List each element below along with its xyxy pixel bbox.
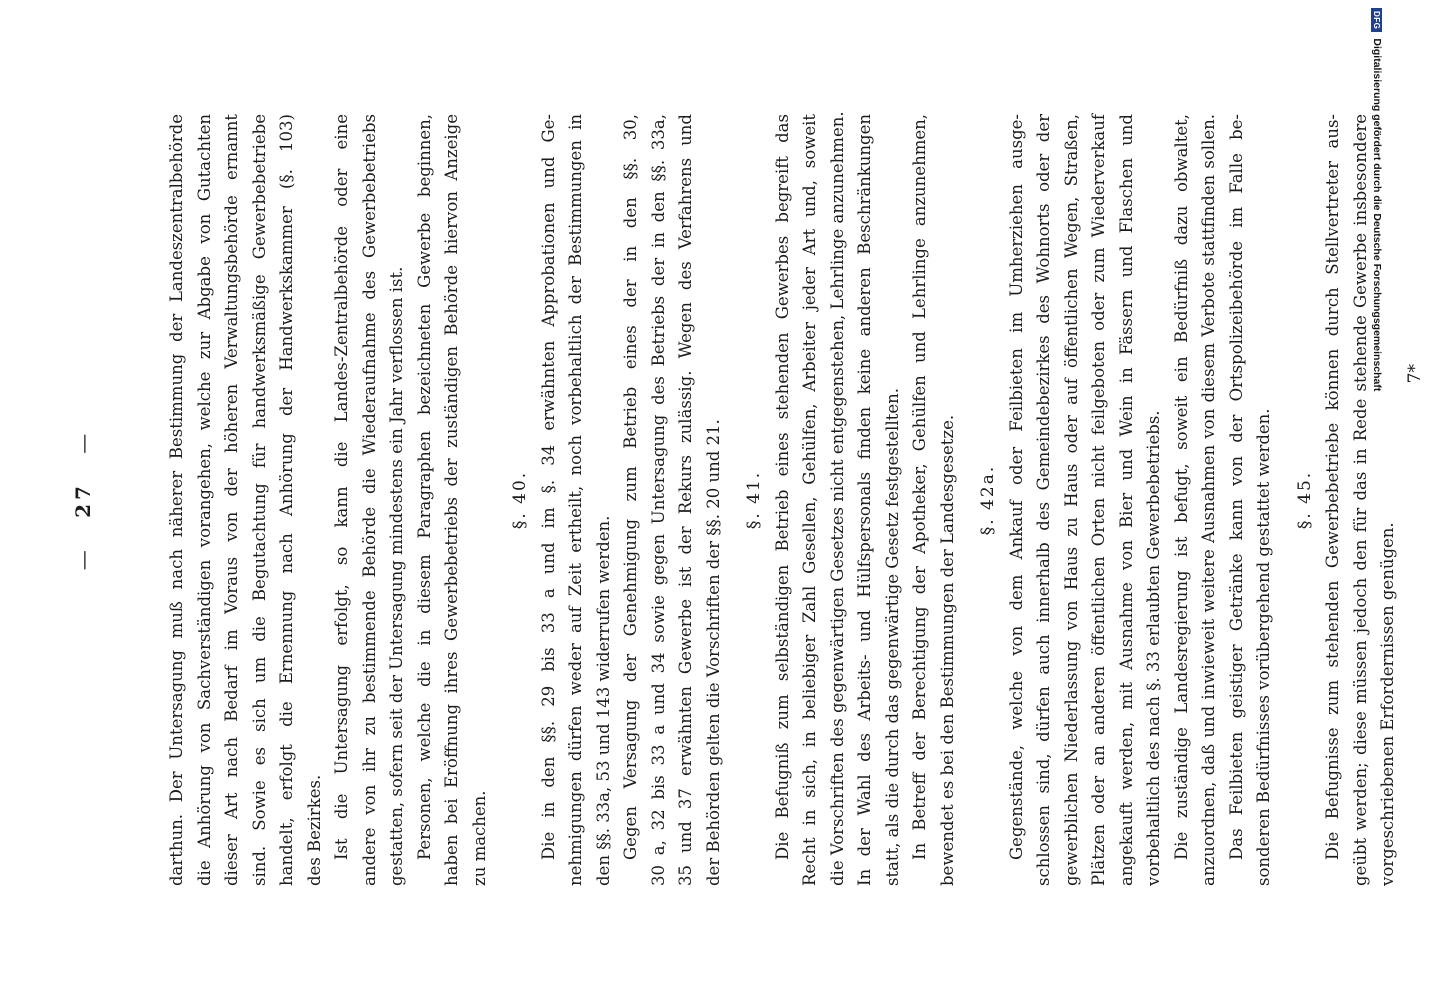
text-line: bewendet es bei den Bestimmungen der Landesgesetze. <box>937 414 957 886</box>
text-line: haben bei Eröffnung ihres Gewerbebetriebs der zuständigen Behörde hiervon Anzeige <box>442 114 461 886</box>
text-line: geübt werden; diese müssen jedoch den für das in Rede stehende Gewerbe insbesondere <box>1350 114 1370 886</box>
text-line: Gegenstände, welche von dem Ankauf oder Feilbieten im Umherziehen ausge- <box>1006 114 1026 860</box>
page-header <box>71 100 161 900</box>
text-line: zu machen. <box>469 790 489 886</box>
text-line: nehmigungen dürfen weder auf Zeit ertheilt, noch vorbehaltlich der Bestimmungen in <box>566 114 585 886</box>
text-line: Plätzen oder an anderen öffentlichen Orten nicht feilgeboten oder zum Wiederverkauf <box>1089 114 1108 886</box>
section-heading: §. 42a. <box>978 464 998 536</box>
section-gap <box>727 114 741 886</box>
text-line: die Vorschriften des gegenwärtigen Gesetzes nicht entgegenstehen, Lehrlinge anzunehmen. <box>827 111 847 886</box>
header-dash-right: — <box>71 429 95 454</box>
text-line: vorgeschriebenen Erfordernissen genügen. <box>1378 522 1397 886</box>
text-line: andere von ihr zu bestimmende Behörde die Wiederaufnahme des Gewerbebetriebs <box>359 114 379 886</box>
header-dash-left: — <box>71 546 95 571</box>
text-line: Das Feilbieten geistiger Getränke kann von der Ortspolizeibehörde im Falle be- <box>1226 114 1246 860</box>
section-gap <box>961 114 975 886</box>
text-line: darthun. Der Untersagung muß nach näherer Bestimmung der Landeszentralbehörde <box>167 114 186 886</box>
text-line: schlossen sind, dürfen auch innerhalb des Gemeindebezirkes des Wohnorts oder der <box>1034 114 1053 886</box>
section-heading: §. 41. <box>744 470 764 530</box>
text-line: Die Befugnisse zum stehenden Gewerbebetriebe können durch Stellvertreter aus- <box>1323 114 1342 860</box>
text-line: gestatten, sofern seit der Untersagung mindestens ein Jahr verflossen ist. <box>387 266 406 886</box>
text-line: Die Befugniß zum selbständigen Betrieb eines stehenden Gewerbes begreift das <box>772 114 792 860</box>
text-line: des Bezirkes. <box>304 774 324 886</box>
text-line: die Anhörung von Sachverständigen vorangehen, welche zur Abgabe von Gutachten <box>194 114 214 886</box>
text-line: Recht in sich, in beliebiger Zahl Gesellen, Gehülfen, Arbeiter jeder Art und, soweit <box>800 114 819 886</box>
section-heading: §. 40. <box>510 470 530 530</box>
attribution-text: Digitalisierung gefördert durch die Deutsche Forschungsgemeinschaft <box>1371 38 1383 392</box>
text-line: sonderen Bedürfnisses vorübergehend gestattet werden. <box>1254 408 1273 886</box>
text-line: Die in den §§. 29 bis 33 a und im §. 34 erwähnten Approbationen und Ge- <box>538 114 558 860</box>
text-line: angekauft werden, mit Ausnahme von Bier und Wein in Fässern und Flaschen und <box>1116 114 1136 886</box>
text-line: 30 a, 32 bis 33 a und 34 sowie gegen Untersagung des Betriebs der in den §§. 33a, <box>648 114 668 886</box>
section-gap <box>493 114 507 886</box>
text-line: Ist die Untersagung erfolgt, so kann die Landes-Zentralbehörde oder eine <box>332 114 351 860</box>
text-line: In der Wahl des Arbeits- und Hülfspersonals finden keine anderen Beschränkungen <box>855 114 874 886</box>
dfg-logo: DFG <box>1372 8 1383 32</box>
text-line: der Behörden gelten die Vorschriften der §§. 20 und 21. <box>703 419 723 886</box>
text-line: dieser Art nach Bedarf im Voraus von der höheren Verwaltungsbehörde ernannt <box>222 114 241 886</box>
text-line: statt, als die durch das gegenwärtige Gesetz festgestellten. <box>882 388 902 886</box>
signature-mark: 7* <box>1404 364 1425 384</box>
text-line: Die zuständige Landesregierung ist befugt, soweit ein Bedürfniß dazu obwaltet, <box>1171 114 1191 860</box>
text-line: vorbehaltlich des nach §. 33 erlaubten Gewerbebetriebs. <box>1144 410 1163 886</box>
attribution-strip <box>1363 0 1383 1000</box>
text-line: handelt, erfolgt die Ernennung nach Anhörung der Handwerkskammer (§. 103) <box>277 114 296 886</box>
text-line: Gegen Versagung der Genehmigung zum Betrieb eines der in den §§. 30, <box>621 114 640 860</box>
text-line: den §§. 33a, 53 und 143 widerrufen werden. <box>593 515 613 886</box>
text-line: In Betreff der Berechtigung der Apotheker, Gehülfen und Lehrlinge anzunehmen, <box>910 114 929 860</box>
section-gap <box>1278 114 1292 886</box>
section-heading: §. 45. <box>1294 470 1315 530</box>
text-line: Personen, welche die in diesem Paragraphen bezeichneten Gewerbe beginnen, <box>414 114 434 860</box>
page-number: 27 <box>71 482 95 518</box>
text-line: anzuordnen, daß und inwieweit weitere Ausnahmen von diesem Verbote stattfinden sollen. <box>1199 114 1218 886</box>
text-line: gewerblichen Niederlassung von Haus zu Haus oder auf öffentlichen Wegen, Straßen, <box>1061 114 1081 886</box>
text-line: sind. Sowie es sich um die Begutachtung für handwerksmäßige Gewerbebetriebe <box>249 114 269 886</box>
text-line: 35 und 37 erwähnten Gewerbe ist der Rekurs zulässig. Wegen des Verfahrens und <box>676 114 695 886</box>
